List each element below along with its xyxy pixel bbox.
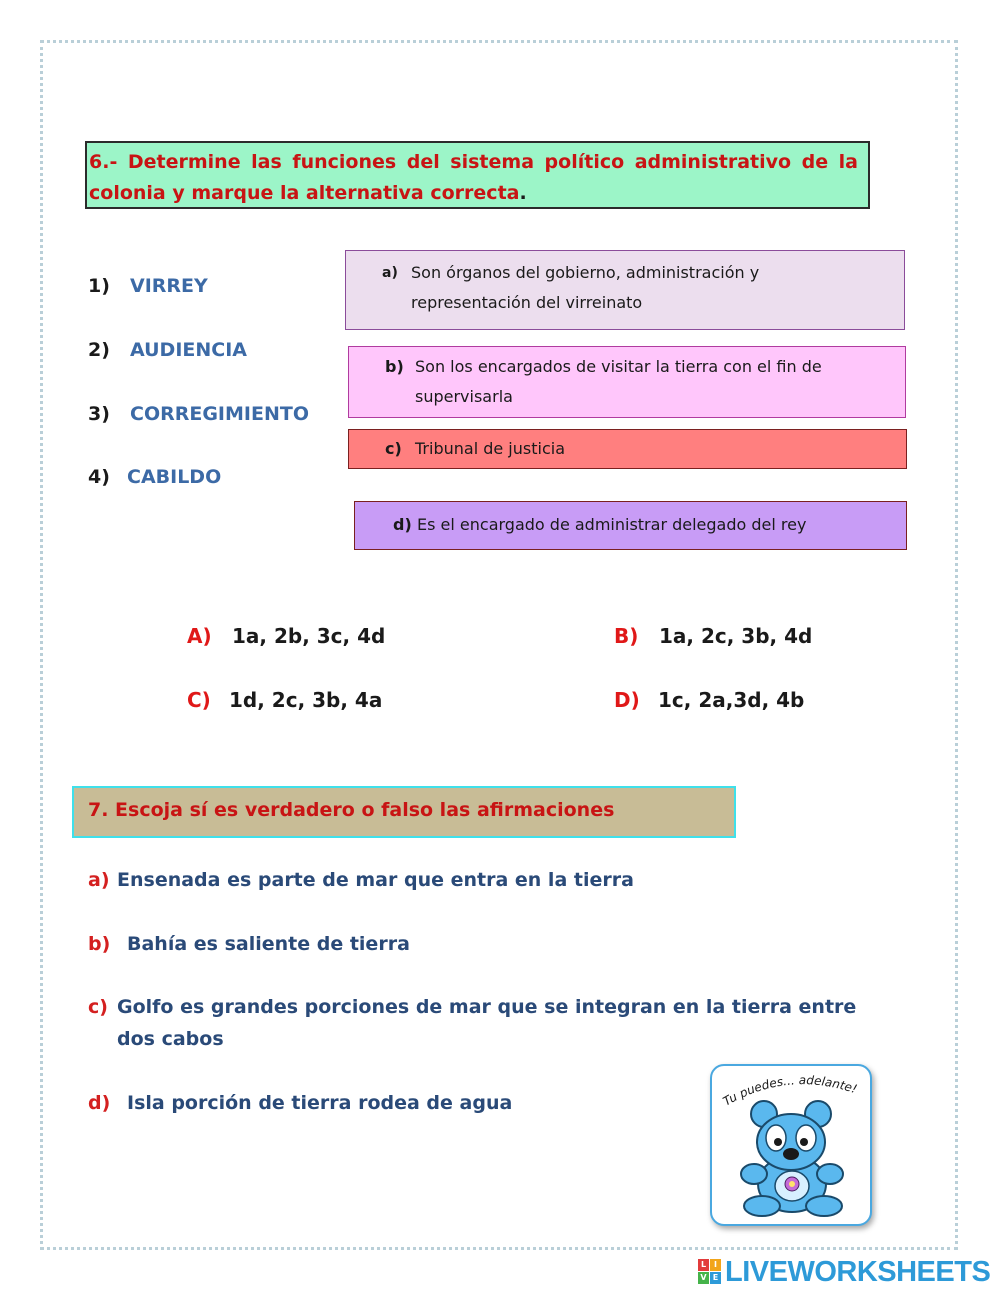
definition-text-line2: representación del virreinato [411,293,643,312]
term-number: 2) [88,339,110,361]
question-7-title: 7. Escoja sí es verdadero o falso las afirmaciones [72,786,736,838]
question-6-title-text: 6.- Determine las funciones del sistema político administrativo de la colonia y marque la alternativa correcta [89,151,858,204]
statement-c[interactable] [88,991,908,1055]
answer-value: 1a, 2b, 3c, 4d [232,624,386,648]
answer-value: 1c, 2a,3d, 4b [658,688,805,712]
definition-text: Tribunal de justicia [415,439,565,458]
answer-option-c[interactable] [187,688,382,712]
answer-letter: C) [187,688,211,712]
definition-letter: c) [385,439,402,458]
definition-text: Es el encargado de administrar delegado del rey [417,515,807,534]
definition-box-a[interactable] [345,250,905,330]
answer-letter: B) [614,624,639,648]
definition-text-line2: supervisarla [415,387,513,406]
bear-illustration [712,1066,870,1224]
statement-letter: b) [88,933,111,955]
statement-letter: c) [88,996,108,1018]
definition-letter: d) [393,515,412,534]
answer-option-a[interactable] [187,624,385,648]
term-number: 1) [88,275,110,297]
statement-text: Isla porción de tierra rodea de agua [127,1092,513,1114]
term-name: AUDIENCIA [130,339,247,361]
term-virrey [88,275,208,297]
logo-mark-letter: V [698,1272,709,1284]
sticker-caption [721,1073,859,1108]
encouragement-sticker [710,1064,872,1226]
liveworksheets-logo[interactable] [698,1255,991,1288]
question-6-title-period: . [519,182,527,204]
term-cabildo [88,466,221,488]
answer-option-b[interactable] [614,624,812,648]
definition-box-d[interactable] [354,501,907,550]
term-name: CABILDO [127,466,222,488]
statement-letter: a) [88,869,110,891]
term-name: CORREGIMIENTO [130,403,309,425]
term-corregimiento [88,403,309,425]
answer-option-d[interactable] [614,688,804,712]
liveworksheets-logo-mark [698,1259,722,1285]
statement-text-line1: Golfo es grandes porciones de mar que se integran en la tierra entre [117,996,857,1018]
statement-text: Ensenada es parte de mar que entra en la tierra [117,869,634,891]
logo-mark-letter: I [710,1259,721,1271]
statement-text: Bahía es saliente de tierra [127,933,410,955]
sticker-caption-path: Tu puedes... adelante! [720,1073,859,1109]
logo-mark-letter: E [710,1272,721,1284]
definition-box-c[interactable] [348,429,907,469]
definition-letter: a) [382,265,398,281]
liveworksheets-logo-text: LIVEWORKSHEETS [725,1255,991,1288]
logo-mark-letter: L [698,1259,709,1271]
statement-text-line2: dos cabos [117,1028,224,1050]
definition-box-b[interactable] [348,346,906,418]
term-name: VIRREY [130,275,208,297]
term-number: 4) [88,466,110,488]
term-audiencia [88,339,247,361]
definition-letter: b) [385,357,404,376]
answer-value: 1a, 2c, 3b, 4d [659,624,813,648]
answer-letter: A) [187,624,212,648]
statement-b[interactable] [88,928,410,960]
definition-text-line1: Son los encargados de visitar la tierra con el fin de [415,357,822,376]
question-6-title [85,141,870,209]
statement-a[interactable] [88,864,634,896]
statement-letter: d) [88,1092,111,1114]
definition-text-line1: Son órganos del gobierno, administración y [411,263,760,282]
answer-letter: D) [614,688,640,712]
term-number: 3) [88,403,110,425]
statement-d[interactable] [88,1087,512,1119]
answer-value: 1d, 2c, 3b, 4a [229,688,383,712]
